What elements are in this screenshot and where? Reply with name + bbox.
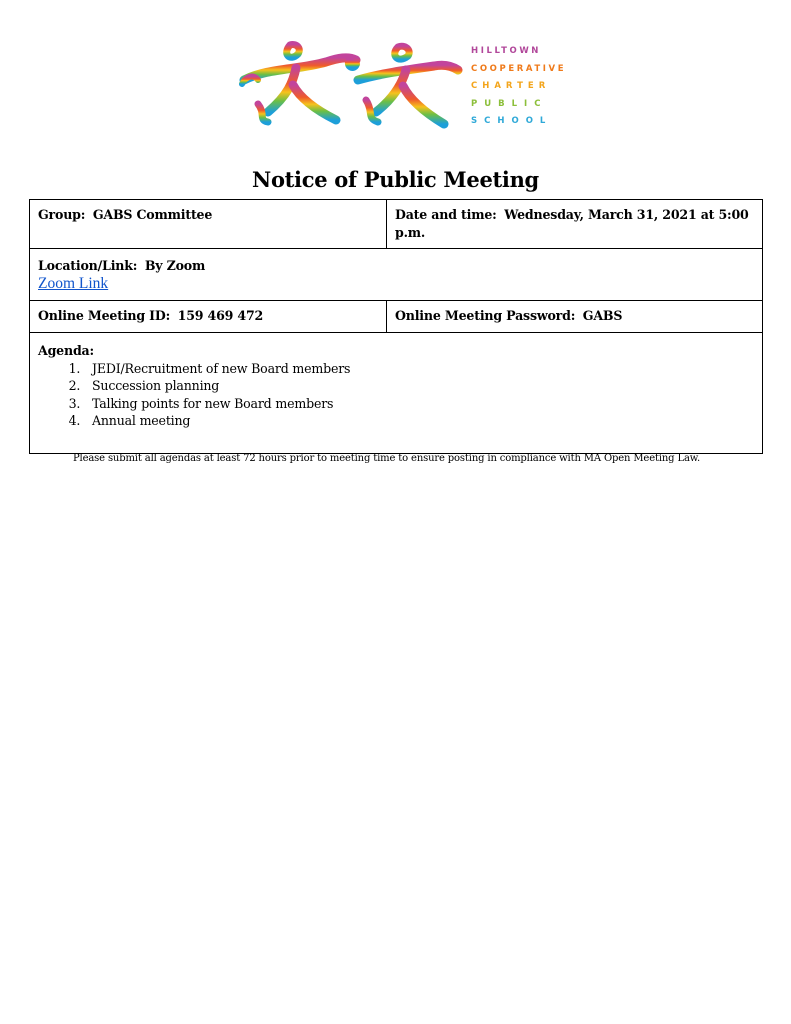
agenda-cell — [30, 333, 763, 454]
password-label: Online Meeting Password: — [395, 308, 576, 323]
school-name — [471, 43, 571, 131]
list-item: 4. Annual meeting — [84, 412, 754, 430]
group-label: Group: — [38, 207, 86, 222]
datetime-cell — [387, 200, 763, 249]
agenda-list — [38, 360, 754, 430]
zoom-link[interactable]: Zoom Link — [38, 274, 109, 292]
table-row — [30, 200, 763, 249]
list-item: 1. JEDI/Recruitment of new Board members — [84, 360, 754, 378]
location-value: By Zoom — [144, 258, 206, 273]
location-cell — [30, 249, 763, 301]
meeting-id-label: Online Meeting ID: — [38, 308, 171, 323]
children-figures-logo-icon — [238, 40, 463, 130]
password-cell — [387, 301, 763, 333]
datetime-value: Wednesday, March 31, 2021 at 5:00 p.m. — [395, 207, 749, 240]
school-name-line-4: PUBLIC — [471, 98, 548, 109]
school-name-line-5: SCHOOL — [471, 116, 553, 126]
group-cell — [30, 200, 387, 249]
meeting-id-cell — [30, 301, 387, 333]
school-logo — [238, 40, 570, 130]
group-value: GABS Committee — [92, 207, 213, 222]
submission-notice: Please submit all agendas at least 72 hours prior to meeting time to ensure posting in compliance with MA Open Meeting Law. — [72, 453, 701, 464]
location-label: Location/Link: — [38, 258, 138, 273]
table-row — [30, 333, 763, 454]
list-item: 2. Succession planning — [84, 377, 754, 395]
datetime-label: Date and time: — [395, 207, 497, 222]
meeting-id-value: 159 469 472 — [177, 308, 264, 323]
school-name-line-2: COOPERATIVE — [471, 63, 567, 74]
meeting-details-table — [29, 199, 763, 454]
list-item: 3. Talking points for new Board members — [84, 395, 754, 413]
password-value: GABS — [582, 308, 623, 323]
table-row — [30, 249, 763, 301]
school-name-line-1: HILLTOWN — [471, 46, 542, 56]
school-name-line-3: CHARTER — [471, 81, 551, 91]
table-row — [30, 301, 763, 333]
page-title: Notice of Public Meeting — [252, 167, 539, 192]
agenda-label: Agenda: — [38, 343, 94, 358]
